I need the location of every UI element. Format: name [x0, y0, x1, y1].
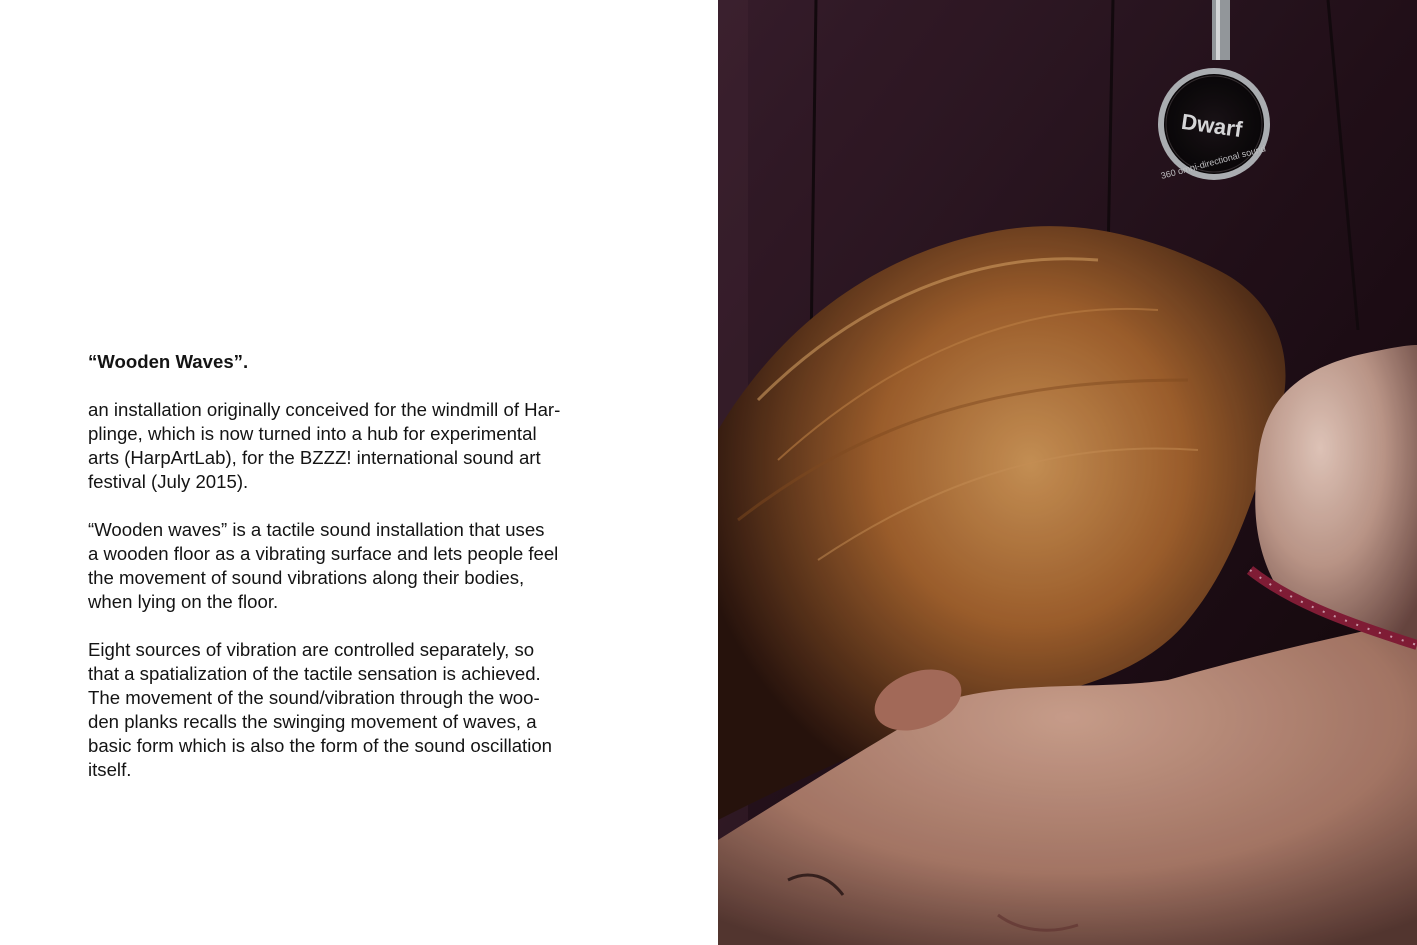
- article-title: “Wooden Waves”.: [88, 351, 249, 372]
- photo-illustration: [718, 0, 1417, 945]
- paragraph-description: “Wooden waves” is a tactile sound installation that uses a wooden floor as a vibrating surface and lets people feel the movement of sound vibrations along their bodies, when lying on the floor.: [88, 519, 559, 612]
- speaker-caption: 360 omni-directional sound: [1159, 143, 1267, 181]
- speaker-brand: Dwarf: [1179, 108, 1244, 143]
- paragraph-intro: an installation originally conceived for the windmill of Har- plinge, which is now turned into a hub for experimental arts (HarpArtLab), for the BZZZ! international sound art festival (July 2015).: [88, 399, 561, 492]
- article-text: [88, 350, 608, 806]
- paragraph-spatialization: Eight sources of vibration are controlled separately, so that a spatialization of the tactile sensation is achieved. The movement of the sound/vibration through the woo- den planks recalls the swinging movement of waves, a basic form which is also the form of the sound oscillation itself.: [88, 639, 553, 780]
- installation-photo: [718, 0, 1417, 945]
